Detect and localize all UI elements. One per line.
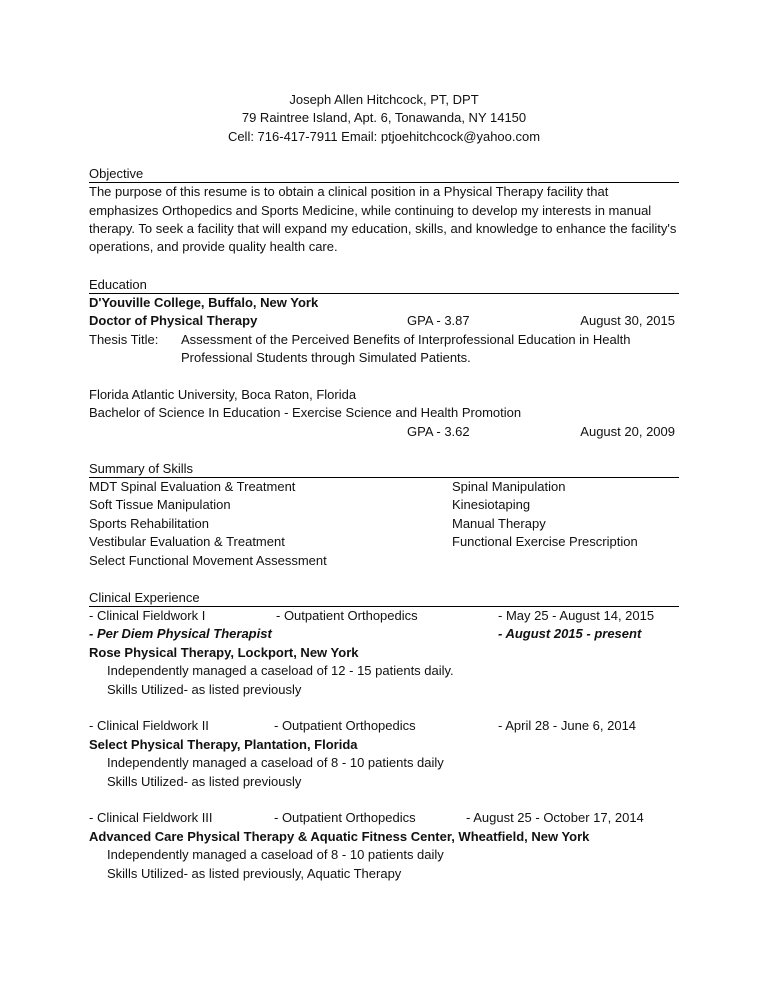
resume-page: [89, 91, 679, 883]
education-section: [89, 276, 679, 441]
gpa-bs: GPA - 3.62: [407, 423, 470, 439]
skill-item: MDT Spinal Evaluation & Treatment: [89, 479, 296, 495]
thesis-label: Thesis Title:: [89, 331, 159, 347]
experience-detail: Skills Utilized- as listed previously, Aquatic Therapy: [107, 865, 402, 881]
experience-dates: - May 25 - August 14, 2015: [498, 608, 655, 623]
experience-section: [89, 589, 679, 883]
school-dyouville: D'Youville College, Buffalo, New York: [89, 294, 319, 310]
skills-row: [89, 478, 679, 496]
experience-detail: Independently managed a caseload of 12 - 15 patients daily.: [107, 663, 454, 679]
objective-section: [89, 165, 679, 257]
experience-heading: Clinical Experience: [89, 589, 679, 607]
applicant-address: 79 Raintree Island, Apt. 6, Tonawanda, NY 14150: [241, 110, 527, 126]
education-heading: Education: [89, 276, 679, 294]
objective-heading: Objective: [89, 165, 679, 183]
skill-item: Kinesiotaping: [452, 497, 531, 513]
experience-setting: - Outpatient Orthopedics: [276, 608, 418, 623]
gpa-row-bs: [89, 423, 679, 441]
experience-employer: Rose Physical Therapy, Lockport, New York: [89, 644, 359, 660]
skill-item: Manual Therapy: [452, 515, 546, 531]
experience-dates: - August 2015 - present: [498, 626, 642, 642]
date-bs: August 20, 2009: [580, 423, 675, 439]
objective-text: The purpose of this resume is to obtain a clinical position in a Physical Therapy facility that emphasizes Orthopedics and Sports Medicine, while continuing to develop my interests in manual therapy. To seek a facility that will expand my education, skills, and knowledge to enhance the facility's operations, and provide quality health care.: [89, 184, 677, 255]
experience-setting: - Outpatient Orthopedics: [274, 810, 416, 826]
experience-dates: - August 25 - October 17, 2014: [466, 810, 644, 826]
skills-row: [89, 496, 679, 514]
experience-row: [89, 809, 679, 827]
resume-header: [89, 91, 679, 146]
experience-row: [89, 607, 679, 625]
skill-item: Functional Exercise Prescription: [452, 534, 638, 550]
applicant-contact: Cell: 716-417-7911 Email: ptjoehitchcock@yahoo.com: [227, 128, 541, 144]
skill-item: Sports Rehabilitation: [89, 515, 209, 531]
experience-detail: Skills Utilized- as listed previously: [107, 773, 302, 789]
experience-employer: Select Physical Therapy, Plantation, Florida: [89, 736, 358, 752]
degree-bs: Bachelor of Science In Education - Exercise Science and Health Promotion: [89, 405, 522, 421]
experience-role: - Clinical Fieldwork I: [89, 608, 206, 623]
date-dpt: August 30, 2015: [580, 313, 675, 329]
school-fau: Florida Atlantic University, Boca Raton, Florida: [89, 386, 357, 402]
degree-row-dpt: [89, 312, 679, 330]
skills-heading: Summary of Skills: [89, 460, 679, 478]
skill-item: Select Functional Movement Assessment: [89, 552, 327, 568]
experience-dates: - April 28 - June 6, 2014: [498, 718, 637, 734]
skill-item: Spinal Manipulation: [452, 479, 566, 495]
experience-employer: Advanced Care Physical Therapy & Aquatic Fitness Center, Wheatfield, New York: [89, 828, 590, 844]
skills-row: [89, 533, 679, 551]
thesis-title: Assessment of the Perceived Benefits of Interprofessional Education in Health Professional Students through Simulated Patients.: [181, 331, 631, 366]
applicant-name: Joseph Allen Hitchcock, PT, DPT: [289, 92, 479, 107]
thesis-row: [89, 331, 679, 368]
skill-item: Soft Tissue Manipulation: [89, 497, 231, 513]
skills-section: [89, 460, 679, 570]
experience-detail: Independently managed a caseload of 8 - 10 patients daily: [107, 847, 444, 863]
experience-setting: - Outpatient Orthopedics: [274, 718, 416, 734]
gpa-dpt: GPA - 3.87: [407, 313, 470, 329]
experience-detail: Independently managed a caseload of 8 - 10 patients daily: [107, 755, 444, 771]
experience-role: - Clinical Fieldwork II: [89, 718, 209, 734]
experience-detail: Skills Utilized- as listed previously: [107, 681, 302, 697]
skills-row: [89, 552, 679, 570]
experience-row: [89, 717, 679, 735]
skills-row: [89, 515, 679, 533]
skill-item: Vestibular Evaluation & Treatment: [89, 534, 285, 550]
degree-dpt: Doctor of Physical Therapy: [89, 313, 258, 329]
experience-role: - Clinical Fieldwork III: [89, 810, 213, 826]
experience-role: - Per Diem Physical Therapist: [89, 626, 272, 642]
experience-row: [89, 625, 679, 643]
